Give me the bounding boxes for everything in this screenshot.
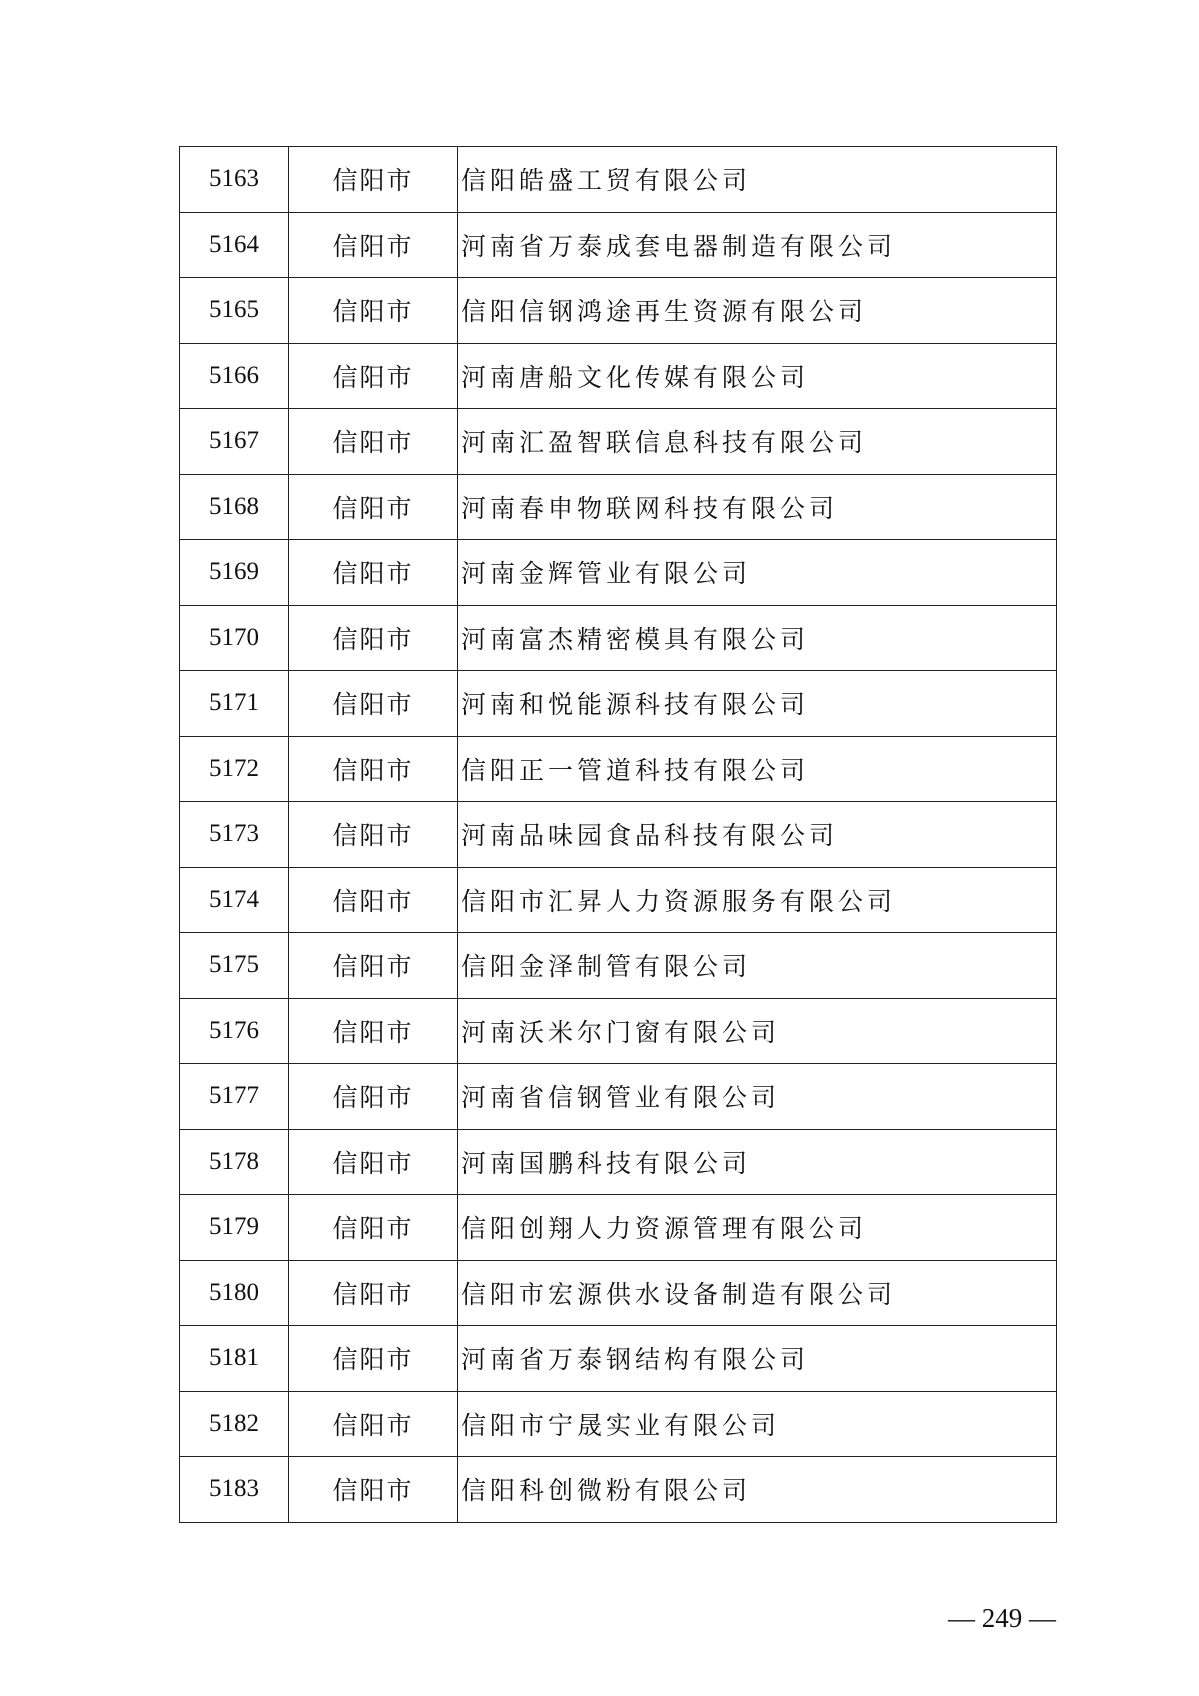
table-row bbox=[180, 933, 1057, 999]
city-cell: 信阳市 bbox=[289, 605, 458, 671]
company-name-cell: 河南沃米尔门窗有限公司 bbox=[458, 998, 1057, 1064]
company-name-cell: 河南省万泰钢结构有限公司 bbox=[458, 1326, 1057, 1392]
city-cell: 信阳市 bbox=[289, 1391, 458, 1457]
row-number-cell: 5168 bbox=[180, 474, 289, 540]
row-number-cell: 5174 bbox=[180, 867, 289, 933]
company-name-cell: 信阳皓盛工贸有限公司 bbox=[458, 147, 1057, 213]
row-number-cell: 5172 bbox=[180, 736, 289, 802]
table-row bbox=[180, 998, 1057, 1064]
row-number-cell: 5171 bbox=[180, 671, 289, 737]
row-number-cell: 5180 bbox=[180, 1260, 289, 1326]
city-cell: 信阳市 bbox=[289, 1195, 458, 1261]
row-number-cell: 5179 bbox=[180, 1195, 289, 1261]
company-name-cell: 信阳市宏源供水设备制造有限公司 bbox=[458, 1260, 1057, 1326]
row-number-cell: 5181 bbox=[180, 1326, 289, 1392]
city-cell: 信阳市 bbox=[289, 671, 458, 737]
city-cell: 信阳市 bbox=[289, 474, 458, 540]
city-cell: 信阳市 bbox=[289, 1260, 458, 1326]
city-cell: 信阳市 bbox=[289, 1129, 458, 1195]
city-cell: 信阳市 bbox=[289, 1326, 458, 1392]
city-cell: 信阳市 bbox=[289, 867, 458, 933]
row-number-cell: 5183 bbox=[180, 1457, 289, 1523]
row-number-cell: 5165 bbox=[180, 278, 289, 344]
company-name-cell: 信阳市汇昇人力资源服务有限公司 bbox=[458, 867, 1057, 933]
page-number: — 249 — bbox=[948, 1603, 1056, 1633]
table-row bbox=[180, 736, 1057, 802]
row-number-cell: 5173 bbox=[180, 802, 289, 868]
row-number-cell: 5176 bbox=[180, 998, 289, 1064]
company-name-cell: 河南省信钢管业有限公司 bbox=[458, 1064, 1057, 1130]
company-name-cell: 河南唐船文化传媒有限公司 bbox=[458, 343, 1057, 409]
table-row bbox=[180, 278, 1057, 344]
company-name-cell: 河南国鹏科技有限公司 bbox=[458, 1129, 1057, 1195]
row-number-cell: 5170 bbox=[180, 605, 289, 671]
company-name-cell: 信阳正一管道科技有限公司 bbox=[458, 736, 1057, 802]
city-cell: 信阳市 bbox=[289, 933, 458, 999]
table-row bbox=[180, 671, 1057, 737]
city-cell: 信阳市 bbox=[289, 802, 458, 868]
table-row bbox=[180, 1391, 1057, 1457]
company-name-cell: 信阳科创微粉有限公司 bbox=[458, 1457, 1057, 1523]
table-row bbox=[180, 802, 1057, 868]
company-name-cell: 河南省万泰成套电器制造有限公司 bbox=[458, 212, 1057, 278]
row-number-cell: 5163 bbox=[180, 147, 289, 213]
city-cell: 信阳市 bbox=[289, 409, 458, 475]
row-number-cell: 5178 bbox=[180, 1129, 289, 1195]
city-cell: 信阳市 bbox=[289, 1064, 458, 1130]
company-name-cell: 信阳金泽制管有限公司 bbox=[458, 933, 1057, 999]
city-cell: 信阳市 bbox=[289, 212, 458, 278]
table-row bbox=[180, 1326, 1057, 1392]
company-name-cell: 信阳创翔人力资源管理有限公司 bbox=[458, 1195, 1057, 1261]
table-row bbox=[180, 1129, 1057, 1195]
table-row bbox=[180, 343, 1057, 409]
company-table bbox=[179, 146, 1057, 1523]
table-row bbox=[180, 212, 1057, 278]
table-row bbox=[180, 1195, 1057, 1261]
row-number-cell: 5167 bbox=[180, 409, 289, 475]
table-row bbox=[180, 409, 1057, 475]
table-row bbox=[180, 1260, 1057, 1326]
table-body bbox=[180, 147, 1057, 1523]
table-row bbox=[180, 1064, 1057, 1130]
table-row bbox=[180, 867, 1057, 933]
city-cell: 信阳市 bbox=[289, 998, 458, 1064]
company-name-cell: 河南金辉管业有限公司 bbox=[458, 540, 1057, 606]
table-row bbox=[180, 147, 1057, 213]
city-cell: 信阳市 bbox=[289, 343, 458, 409]
row-number-cell: 5175 bbox=[180, 933, 289, 999]
row-number-cell: 5166 bbox=[180, 343, 289, 409]
company-name-cell: 信阳市宁晟实业有限公司 bbox=[458, 1391, 1057, 1457]
company-name-cell: 河南汇盈智联信息科技有限公司 bbox=[458, 409, 1057, 475]
table-row bbox=[180, 540, 1057, 606]
company-name-cell: 河南和悦能源科技有限公司 bbox=[458, 671, 1057, 737]
table-row bbox=[180, 474, 1057, 540]
city-cell: 信阳市 bbox=[289, 278, 458, 344]
city-cell: 信阳市 bbox=[289, 1457, 458, 1523]
table-row bbox=[180, 605, 1057, 671]
city-cell: 信阳市 bbox=[289, 540, 458, 606]
row-number-cell: 5182 bbox=[180, 1391, 289, 1457]
city-cell: 信阳市 bbox=[289, 147, 458, 213]
company-name-cell: 信阳信钢鸿途再生资源有限公司 bbox=[458, 278, 1057, 344]
city-cell: 信阳市 bbox=[289, 736, 458, 802]
row-number-cell: 5169 bbox=[180, 540, 289, 606]
row-number-cell: 5164 bbox=[180, 212, 289, 278]
company-name-cell: 河南春申物联网科技有限公司 bbox=[458, 474, 1057, 540]
company-name-cell: 河南品味园食品科技有限公司 bbox=[458, 802, 1057, 868]
row-number-cell: 5177 bbox=[180, 1064, 289, 1130]
table-row bbox=[180, 1457, 1057, 1523]
company-name-cell: 河南富杰精密模具有限公司 bbox=[458, 605, 1057, 671]
